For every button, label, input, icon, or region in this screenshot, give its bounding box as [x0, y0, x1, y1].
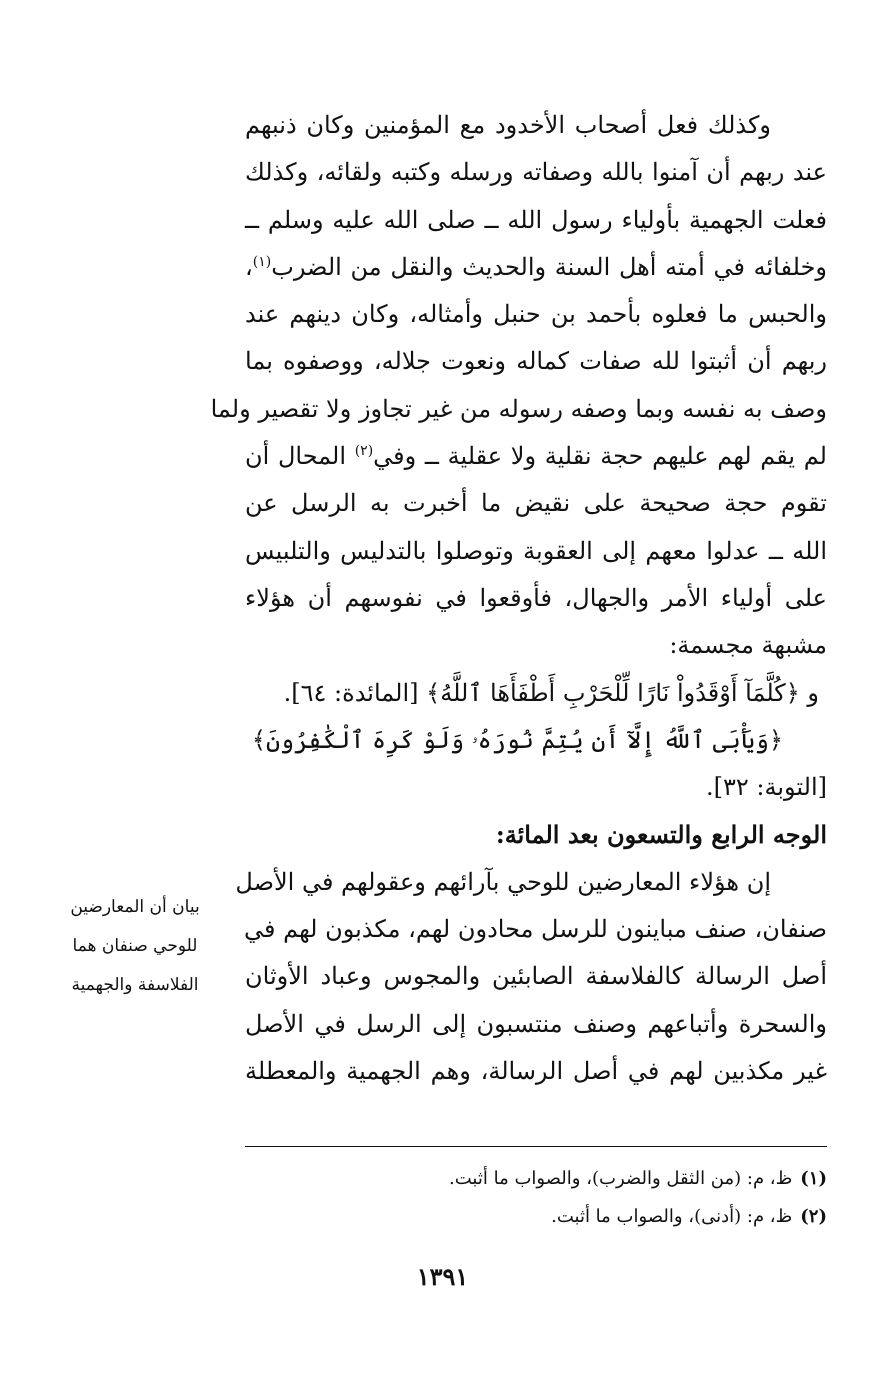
text-line: عند ربهم أن آمنوا بالله وصفاته ورسله وكتبه ولقائه، وكذلك: [245, 158, 827, 187]
text-line: إن هؤلاء المعارضين للوحي بآرائهم وعقولهم في الأصل: [235, 867, 771, 896]
text-line: على أولياء الأمر والجهال، فأوقعوا في نفوسهم أن هؤلاء: [245, 583, 827, 612]
text-line: وكذلك فعل أصحاب الأخدود مع المؤمنين وكان ذنبهم: [245, 111, 771, 139]
footnote-text: ظ، م: (من الثقل والضرب)، والصواب ما أثبت.: [449, 1168, 793, 1189]
text-line: أصل الرسالة كالفلاسفة الصابئين والمجوس وعباد الأوثان: [245, 962, 827, 991]
footnote-text: ظ، م: (أدنى)، والصواب ما أثبت.: [551, 1206, 793, 1227]
main-text-block: [210, 102, 827, 1095]
margin-note-line: الفلاسفة والجهمية: [71, 975, 199, 995]
text-line: وصف به نفسه وبما وصفه رسوله من غير تجاوز ولا تقصير ولما: [210, 394, 827, 423]
footnote-item: [245, 1198, 827, 1236]
text-segment: وخلفائه في أمته أهل السنة والحديث والنقل من الضرب: [271, 252, 827, 281]
text-segment: المحال أن: [245, 442, 355, 471]
footnote-number: (١): [800, 1168, 827, 1189]
text-line: والحبس ما فعلوه بأحمد بن حنبل وأمثاله، وكان دينهم عند: [245, 300, 827, 329]
text-line: ربهم أن أثبتوا لله صفات كماله ونعوت جلاله، ووصفوه بما: [245, 347, 827, 376]
text-line: تقوم حجة صحيحة على نقيض ما أخبرت به الرسل عن: [245, 489, 827, 518]
quran-verse: ﴿وَيَأْبَى ٱللَّهُ إِلَّآ أَن يُتِمَّ نُورَهُۥ وَلَوْ كَرِهَ ٱلْكَٰفِرُونَ﴾: [251, 725, 783, 754]
text-line: والسحرة وأتباعهم وصنف منتسبون إلى الرسل في الأصل: [245, 1009, 827, 1038]
text-line: مشبهة مجسمة:: [669, 631, 827, 660]
text-line: فعلت الجهمية بأولياء رسول الله ــ صلى الله عليه وسلم ــ: [245, 205, 827, 234]
quran-verse: و ﴿كُلَّمَآ أَوْقَدُواْ نَارًا لِّلْحَرْبِ أَطْفَأَهَا ٱللَّهُ﴾ [المائدة: ٦٤].: [283, 678, 819, 707]
footnote-number: (٢): [800, 1206, 827, 1227]
margin-note-line: بيان أن المعارضين: [70, 897, 200, 917]
text-segment: لم يقم لهم عليهم حجة نقلية ولا عقلية ــ وفي: [373, 442, 827, 471]
footnote-divider: [245, 1146, 827, 1147]
section-heading: الوجه الرابع والتسعون بعد المائة:: [495, 820, 827, 850]
text-line: صنفان، صنف مباينون للرسل محادون لهم، مكذبون لهم في: [244, 915, 827, 944]
text-line: الله ــ عدلوا معهم إلى العقوبة وتوصلوا بالتدليس والتلبيس: [245, 536, 827, 565]
page-number: ١٣٩١: [416, 1262, 469, 1291]
text-segment: ،: [245, 252, 253, 281]
text-line: [245, 433, 827, 480]
footnote-item: [245, 1160, 827, 1198]
footnote-reference[interactable]: (١): [252, 253, 272, 270]
margin-note: [55, 888, 215, 1005]
footnote-reference[interactable]: (٢): [354, 443, 374, 460]
quran-reference: [التوبة: ٣٢].: [705, 773, 827, 802]
footnotes: [245, 1160, 827, 1236]
text-line: غير مكذبين لهم في أصل الرسالة، وهم الجهمية والمعطلة: [245, 1056, 827, 1085]
margin-note-line: للوحي صنفان هما: [72, 936, 198, 956]
text-line: [245, 244, 827, 291]
